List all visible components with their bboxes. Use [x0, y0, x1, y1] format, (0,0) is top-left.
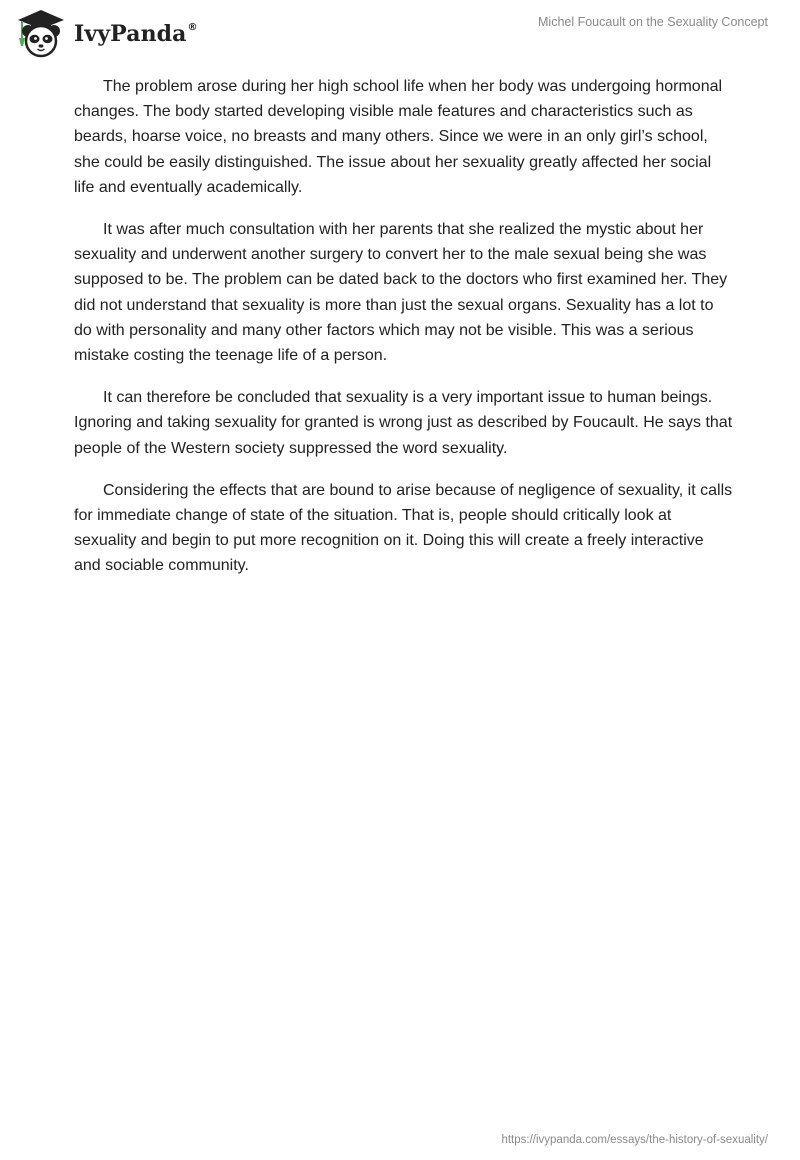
paragraph: It can therefore be concluded that sexuality is a very important issue to human beings. Ignoring and taking sexuality for granted is wrong just as described by Foucault. He says that people of the Western society suppressed the word sexuality.	[74, 389, 733, 457]
running-title: Michel Foucault on the Sexuality Concept	[538, 15, 768, 29]
paragraph: The problem arose during her high school life when her body was undergoing hormonal changes. The body started developing visible male features and characteristics such as beards, hoarse voice, no breasts and many others. Since we were in an only girl’s school, she could be easily distinguished. The issue about her sexuality greatly affected her social life and eventually academically.	[74, 78, 723, 196]
source-url-link[interactable]: https://ivypanda.com/essays/the-history-of-sexuality/	[501, 1134, 768, 1146]
ivypanda-logo[interactable]	[14, 8, 198, 58]
paragraph: Considering the effects that are bound to arise because of negligence of sexuality, it calls for immediate change of state of the situation. That is, people should critically look at sexuality and begin to put more recognition on it. Doing this will create a freely interactive and sociable community.	[74, 481, 733, 575]
essay-body	[74, 74, 734, 596]
registered-mark: ®	[187, 21, 198, 33]
panda-graduate-icon	[14, 8, 68, 58]
paragraph: It was after much consultation with her parents that she realized the mystic about her sexuality and underwent another surgery to convert her to the male sexual being she was supposed to be. The problem can be dated back to the doctors who first examined her. They did not understand that sexuality is more than just the sexual organs. Sexuality has a lot to do with personality and many other factors which may not be visible. This was a serious mistake costing the teenage life of a person.	[74, 221, 728, 365]
logo-wordmark: IvyPanda®	[74, 21, 198, 47]
page-header	[0, 0, 800, 70]
